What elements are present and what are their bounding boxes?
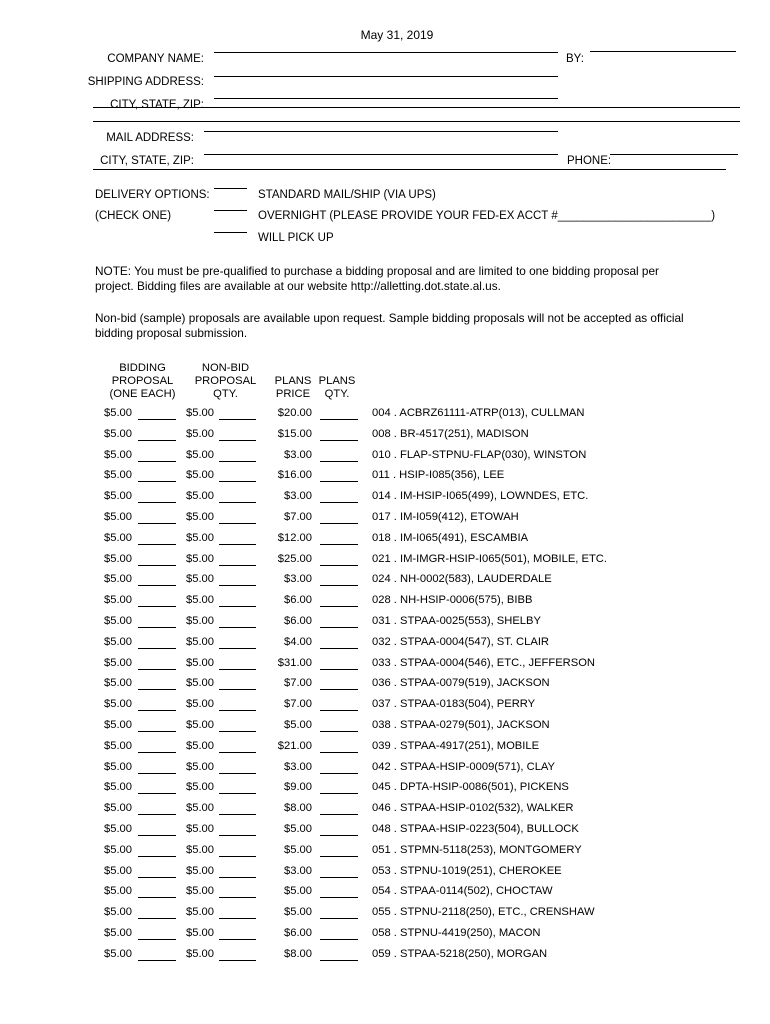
- bidding-qty-field[interactable]: [138, 689, 176, 690]
- city-state-zip-label: CITY, STATE, ZIP:: [110, 99, 204, 111]
- bidding-price: $5.00: [104, 927, 132, 939]
- plans-price: $6.00: [284, 615, 312, 627]
- plans-qty-field[interactable]: [320, 585, 358, 586]
- plans-price: $5.00: [284, 823, 312, 835]
- bidding-qty-field[interactable]: [138, 856, 176, 857]
- nonbid-qty-field[interactable]: [219, 440, 256, 441]
- project-description: 018 . IM-I065(491), ESCAMBIA: [372, 531, 529, 544]
- plans-qty-field[interactable]: [320, 606, 358, 607]
- bidding-qty-field[interactable]: [138, 731, 176, 732]
- delivery-options-label: DELIVERY OPTIONS:: [95, 189, 210, 201]
- plans-price: $3.00: [284, 573, 312, 586]
- table-row: [0, 844, 770, 864]
- plans-price: $3.00: [284, 490, 312, 503]
- plans-price: $3.00: [284, 864, 312, 877]
- nonbid-price: $5.00: [186, 781, 214, 794]
- nonbid-qty-field[interactable]: [219, 752, 256, 753]
- city-state-zip-field[interactable]: [214, 98, 558, 99]
- mail-city-state-zip-label: CITY, STATE, ZIP:: [100, 155, 194, 167]
- check-one-label: (CHECK ONE): [95, 210, 172, 222]
- nonbid-price: $5.00: [186, 552, 214, 565]
- project-description: 021 . IM-IMGR-HSIP-I065(501), MOBILE, ETC.: [372, 552, 607, 565]
- bidding-qty-field[interactable]: [138, 752, 176, 753]
- nonbid-price: $5.00: [186, 573, 214, 586]
- bidding-price: $5.00: [104, 552, 132, 565]
- nonbid-price: $5.00: [186, 864, 214, 877]
- nonbid-price: $5.00: [186, 739, 214, 752]
- nonbid-qty-field[interactable]: [219, 731, 256, 732]
- bidding-price: $5.00: [104, 573, 132, 586]
- bidding-price: $5.00: [104, 947, 132, 960]
- plans-price: $6.00: [284, 927, 312, 939]
- nonbid-qty-field[interactable]: [219, 585, 256, 586]
- nonbid-qty-field[interactable]: [219, 689, 256, 690]
- bidding-qty-field[interactable]: [138, 669, 176, 670]
- plans-qty-field[interactable]: [320, 565, 358, 566]
- table-row: [0, 490, 770, 510]
- plans-price: $5.00: [284, 719, 312, 731]
- project-description: 010 . FLAP-STPNU-FLAP(030), WINSTON: [372, 448, 587, 461]
- nonbid-qty-field[interactable]: [219, 648, 256, 649]
- table-row: [0, 948, 770, 968]
- table-row: [0, 761, 770, 781]
- nonbid-price: $5.00: [186, 823, 214, 835]
- nonbid-qty-field[interactable]: [219, 627, 256, 628]
- table-row: [0, 885, 770, 905]
- nonbid-price: $5.00: [186, 407, 214, 419]
- project-description: 039 . STPAA-4917(251), MOBILE: [372, 739, 540, 752]
- plans-qty-field[interactable]: [320, 481, 358, 482]
- nonbid-price: $5.00: [186, 531, 214, 544]
- plans-price: $20.00: [277, 407, 312, 419]
- delivery-option-checkbox[interactable]: [214, 232, 247, 233]
- bidding-qty-field[interactable]: [138, 627, 176, 628]
- table-row: [0, 511, 770, 531]
- project-description: 053 . STPNU-1019(251), CHEROKEE: [372, 864, 562, 877]
- project-description: 031 . STPAA-0025(553), SHELBY: [372, 615, 541, 627]
- plans-qty-field[interactable]: [320, 960, 358, 961]
- bidding-price: $5.00: [104, 531, 132, 544]
- table-row: [0, 469, 770, 489]
- project-description: 055 . STPNU-2118(250), ETC., CRENSHAW: [372, 906, 595, 919]
- plans-price: $5.00: [284, 885, 312, 898]
- column-header-bidding: BIDDING PROPOSAL (ONE EACH): [109, 362, 176, 400]
- bidding-price: $5.00: [104, 656, 132, 669]
- column-header-plans-price: PLANS PRICE: [274, 375, 312, 400]
- nonbid-qty-field[interactable]: [219, 960, 256, 961]
- plans-qty-field[interactable]: [320, 669, 358, 670]
- project-description: 014 . IM-HSIP-I065(499), LOWNDES, ETC.: [372, 490, 589, 503]
- plans-qty-field[interactable]: [320, 648, 358, 649]
- project-description: 017 . IM-I059(412), ETOWAH: [372, 511, 519, 523]
- nonbid-price: $5.00: [186, 635, 214, 648]
- bidding-qty-field[interactable]: [138, 440, 176, 441]
- bidding-price: $5.00: [104, 719, 132, 731]
- table-row: [0, 823, 770, 843]
- bidding-qty-field[interactable]: [138, 918, 176, 919]
- delivery-option-checkbox[interactable]: [214, 188, 247, 189]
- nonbid-price: $5.00: [186, 594, 214, 607]
- table-row: [0, 615, 770, 635]
- bidding-price: $5.00: [104, 781, 132, 794]
- plans-qty-field[interactable]: [320, 814, 358, 815]
- plans-price: $31.00: [277, 656, 312, 669]
- plans-qty-field[interactable]: [320, 897, 358, 898]
- by-label: BY:: [566, 53, 584, 65]
- plans-qty-field[interactable]: [320, 918, 358, 919]
- project-description: 048 . STPAA-HSIP-0223(504), BULLOCK: [372, 823, 579, 835]
- table-row: [0, 573, 770, 593]
- plans-qty-field[interactable]: [320, 523, 358, 524]
- bidding-qty-field[interactable]: [138, 773, 176, 774]
- project-description: 058 . STPNU-4419(250), MACON: [372, 927, 541, 939]
- shipping-address-label: SHIPPING ADDRESS:: [87, 76, 204, 88]
- project-description: 004 . ACBRZ61111-ATRP(013), CULLMAN: [372, 407, 585, 419]
- nonbid-qty-field[interactable]: [219, 606, 256, 607]
- bidding-price: $5.00: [104, 698, 132, 711]
- company-name-field[interactable]: [214, 52, 558, 53]
- nonbid-price: $5.00: [186, 469, 214, 482]
- table-row: [0, 927, 770, 947]
- nonbid-price: $5.00: [186, 885, 214, 898]
- plans-price: $8.00: [284, 947, 312, 960]
- table-row: [0, 698, 770, 718]
- bidding-price: $5.00: [104, 823, 132, 835]
- nonbid-price: $5.00: [186, 448, 214, 461]
- bidding-qty-field[interactable]: [138, 710, 176, 711]
- bidding-qty-field[interactable]: [138, 814, 176, 815]
- project-description: 046 . STPAA-HSIP-0102(532), WALKER: [372, 802, 574, 815]
- nonbid-price: $5.00: [186, 615, 214, 627]
- bidding-qty-field[interactable]: [138, 523, 176, 524]
- project-description: 045 . DPTA-HSIP-0086(501), PICKENS: [372, 781, 569, 794]
- table-row: [0, 657, 770, 677]
- nonbid-qty-field[interactable]: [219, 523, 256, 524]
- bidding-qty-field[interactable]: [138, 648, 176, 649]
- table-row: [0, 740, 770, 760]
- bidding-qty-field[interactable]: [138, 585, 176, 586]
- nonbid-price: $5.00: [186, 947, 214, 960]
- bidding-price: $5.00: [104, 677, 132, 690]
- table-row: [0, 781, 770, 801]
- bidding-price: $5.00: [104, 864, 132, 877]
- plans-price: $5.00: [284, 843, 312, 856]
- plans-price: $16.00: [277, 469, 312, 482]
- by-field[interactable]: [590, 51, 736, 52]
- bidding-qty-field[interactable]: [138, 481, 176, 482]
- nonbid-price: $5.00: [186, 802, 214, 815]
- delivery-option-pickup: WILL PICK UP: [258, 232, 334, 244]
- plans-qty-field[interactable]: [320, 752, 358, 753]
- project-description: 042 . STPAA-HSIP-0009(571), CLAY: [372, 760, 556, 773]
- project-description: 024 . NH-0002(583), LAUDERDALE: [372, 573, 552, 586]
- plans-price: $6.00: [284, 594, 312, 607]
- table-row: [0, 677, 770, 697]
- plans-price: $5.00: [284, 906, 312, 919]
- project-description: 054 . STPAA-0114(502), CHOCTAW: [372, 885, 553, 898]
- nonbid-price: $5.00: [186, 719, 214, 731]
- project-description: 032 . STPAA-0004(547), ST. CLAIR: [372, 635, 550, 648]
- nonbid-note: Non-bid (sample) proposals are available upon request. Sample bidding proposals will not be accepted as official bidding proposal submission.: [95, 311, 684, 340]
- nonbid-qty-field[interactable]: [219, 419, 256, 420]
- nonbid-qty-field[interactable]: [219, 897, 256, 898]
- bidding-qty-field[interactable]: [138, 544, 176, 545]
- plans-qty-field[interactable]: [320, 877, 358, 878]
- mail-city-state-zip-field[interactable]: [204, 154, 558, 155]
- bidding-price: $5.00: [104, 739, 132, 752]
- column-header-nonbid: NON-BID PROPOSAL QTY.: [194, 362, 257, 400]
- project-description: 051 . STPMN-5118(253), MONTGOMERY: [372, 843, 582, 856]
- plans-price: $15.00: [277, 427, 312, 440]
- plans-qty-field[interactable]: [320, 856, 358, 857]
- bidding-price: $5.00: [104, 885, 132, 898]
- nonbid-price: $5.00: [186, 698, 214, 711]
- bidding-qty-field[interactable]: [138, 960, 176, 961]
- delivery-option-overnight: OVERNIGHT (PLEASE PROVIDE YOUR FED-EX ACCT #________________________): [258, 210, 716, 222]
- plans-price: $9.00: [284, 781, 312, 794]
- bidding-price: $5.00: [104, 448, 132, 461]
- plans-price: $12.00: [277, 531, 312, 544]
- plans-qty-field[interactable]: [320, 835, 358, 836]
- bidding-qty-field[interactable]: [138, 897, 176, 898]
- plans-price: $21.00: [277, 739, 312, 752]
- prequalification-note: NOTE: You must be pre-qualified to purchase a bidding proposal and are limited to one bidding proposal per project. Bidding files are available at our website http://alletting.dot.state.al.us.: [95, 264, 659, 293]
- plans-price: $3.00: [284, 448, 312, 461]
- plans-price: $3.00: [284, 760, 312, 773]
- nonbid-qty-field[interactable]: [219, 502, 256, 503]
- table-row: [0, 906, 770, 926]
- plans-qty-field[interactable]: [320, 461, 358, 462]
- bidding-price: $5.00: [104, 490, 132, 503]
- nonbid-qty-field[interactable]: [219, 461, 256, 462]
- bidding-qty-field[interactable]: [138, 502, 176, 503]
- bidding-price: $5.00: [104, 427, 132, 440]
- plans-price: $7.00: [284, 698, 312, 711]
- shipping-address-field[interactable]: [214, 76, 558, 77]
- column-header-plans-qty: PLANS QTY.: [318, 375, 356, 400]
- plans-qty-field[interactable]: [320, 689, 358, 690]
- bidding-price: $5.00: [104, 407, 132, 419]
- nonbid-qty-field[interactable]: [219, 544, 256, 545]
- plans-price: $8.00: [284, 802, 312, 815]
- nonbid-price: $5.00: [186, 927, 214, 939]
- bidding-price: $5.00: [104, 469, 132, 482]
- table-row: [0, 407, 770, 427]
- project-description: 028 . NH-HSIP-0006(575), BIBB: [372, 594, 533, 607]
- table-row: [0, 865, 770, 885]
- plans-qty-field[interactable]: [320, 502, 358, 503]
- nonbid-qty-field[interactable]: [219, 669, 256, 670]
- nonbid-price: $5.00: [186, 490, 214, 503]
- nonbid-qty-field[interactable]: [219, 835, 256, 836]
- bidding-price: $5.00: [104, 906, 132, 919]
- section-divider: [93, 169, 626, 170]
- section-divider: [626, 169, 726, 170]
- table-row: [0, 636, 770, 656]
- project-description: 037 . STPAA-0183(504), PERRY: [372, 698, 536, 711]
- nonbid-qty-field[interactable]: [219, 939, 256, 940]
- nonbid-qty-field[interactable]: [219, 710, 256, 711]
- plans-price: $4.00: [284, 635, 312, 648]
- nonbid-price: $5.00: [186, 656, 214, 669]
- plans-qty-field[interactable]: [320, 793, 358, 794]
- nonbid-qty-field[interactable]: [219, 877, 256, 878]
- nonbid-price: $5.00: [186, 427, 214, 440]
- plans-qty-field[interactable]: [320, 419, 358, 420]
- bidding-price: $5.00: [104, 802, 132, 815]
- nonbid-qty-field[interactable]: [219, 856, 256, 857]
- company-name-label: COMPANY NAME:: [107, 53, 204, 65]
- plans-price: $7.00: [284, 511, 312, 523]
- plans-price: $25.00: [277, 552, 312, 565]
- nonbid-qty-field[interactable]: [219, 814, 256, 815]
- table-row: [0, 428, 770, 448]
- nonbid-qty-field[interactable]: [219, 918, 256, 919]
- project-description: 008 . BR-4517(251), MADISON: [372, 427, 529, 440]
- plans-price: $7.00: [284, 677, 312, 690]
- mail-address-label: MAIL ADDRESS:: [106, 132, 194, 144]
- nonbid-price: $5.00: [186, 677, 214, 690]
- plans-qty-field[interactable]: [320, 627, 358, 628]
- nonbid-qty-field[interactable]: [219, 481, 256, 482]
- bidding-qty-field[interactable]: [138, 939, 176, 940]
- table-row: [0, 553, 770, 573]
- plans-qty-field[interactable]: [320, 773, 358, 774]
- nonbid-qty-field[interactable]: [219, 793, 256, 794]
- delivery-option-checkbox[interactable]: [214, 210, 247, 211]
- nonbid-price: $5.00: [186, 760, 214, 773]
- project-description: 033 . STPAA-0004(546), ETC., JEFFERSON: [372, 656, 595, 669]
- project-description: 011 . HSIP-I085(356), LEE: [372, 469, 505, 482]
- phone-field[interactable]: [610, 154, 738, 155]
- bidding-qty-field[interactable]: [138, 877, 176, 878]
- delivery-option-standard: STANDARD MAIL/SHIP (VIA UPS): [258, 189, 436, 201]
- bidding-qty-field[interactable]: [138, 461, 176, 462]
- project-description: 038 . STPAA-0279(501), JACKSON: [372, 719, 550, 731]
- bidding-qty-field[interactable]: [138, 606, 176, 607]
- document-date: May 31, 2019: [360, 28, 434, 42]
- nonbid-price: $5.00: [186, 511, 214, 523]
- bidding-price: $5.00: [104, 615, 132, 627]
- bidding-qty-field[interactable]: [138, 419, 176, 420]
- plans-qty-field[interactable]: [320, 710, 358, 711]
- mail-address-field[interactable]: [204, 131, 558, 132]
- nonbid-price: $5.00: [186, 843, 214, 856]
- table-row: [0, 719, 770, 739]
- bidding-price: $5.00: [104, 594, 132, 607]
- table-row: [0, 449, 770, 469]
- nonbid-qty-field[interactable]: [219, 773, 256, 774]
- table-row: [0, 532, 770, 552]
- plans-qty-field[interactable]: [320, 939, 358, 940]
- bidding-qty-field[interactable]: [138, 565, 176, 566]
- bidding-qty-field[interactable]: [138, 835, 176, 836]
- bidding-price: $5.00: [104, 635, 132, 648]
- nonbid-qty-field[interactable]: [219, 565, 256, 566]
- section-divider: [93, 121, 740, 122]
- project-description: 059 . STPAA-5218(250), MORGAN: [372, 947, 548, 960]
- bidding-price: $5.00: [104, 511, 132, 523]
- bidding-price: $5.00: [104, 843, 132, 856]
- project-description: 036 . STPAA-0079(519), JACKSON: [372, 677, 550, 690]
- plans-qty-field[interactable]: [320, 440, 358, 441]
- nonbid-price: $5.00: [186, 906, 214, 919]
- plans-qty-field[interactable]: [320, 544, 358, 545]
- bidding-price: $5.00: [104, 760, 132, 773]
- section-divider: [93, 107, 740, 108]
- bidding-qty-field[interactable]: [138, 793, 176, 794]
- table-row: [0, 802, 770, 822]
- table-row: [0, 594, 770, 614]
- plans-qty-field[interactable]: [320, 731, 358, 732]
- phone-label: PHONE:: [567, 155, 612, 167]
